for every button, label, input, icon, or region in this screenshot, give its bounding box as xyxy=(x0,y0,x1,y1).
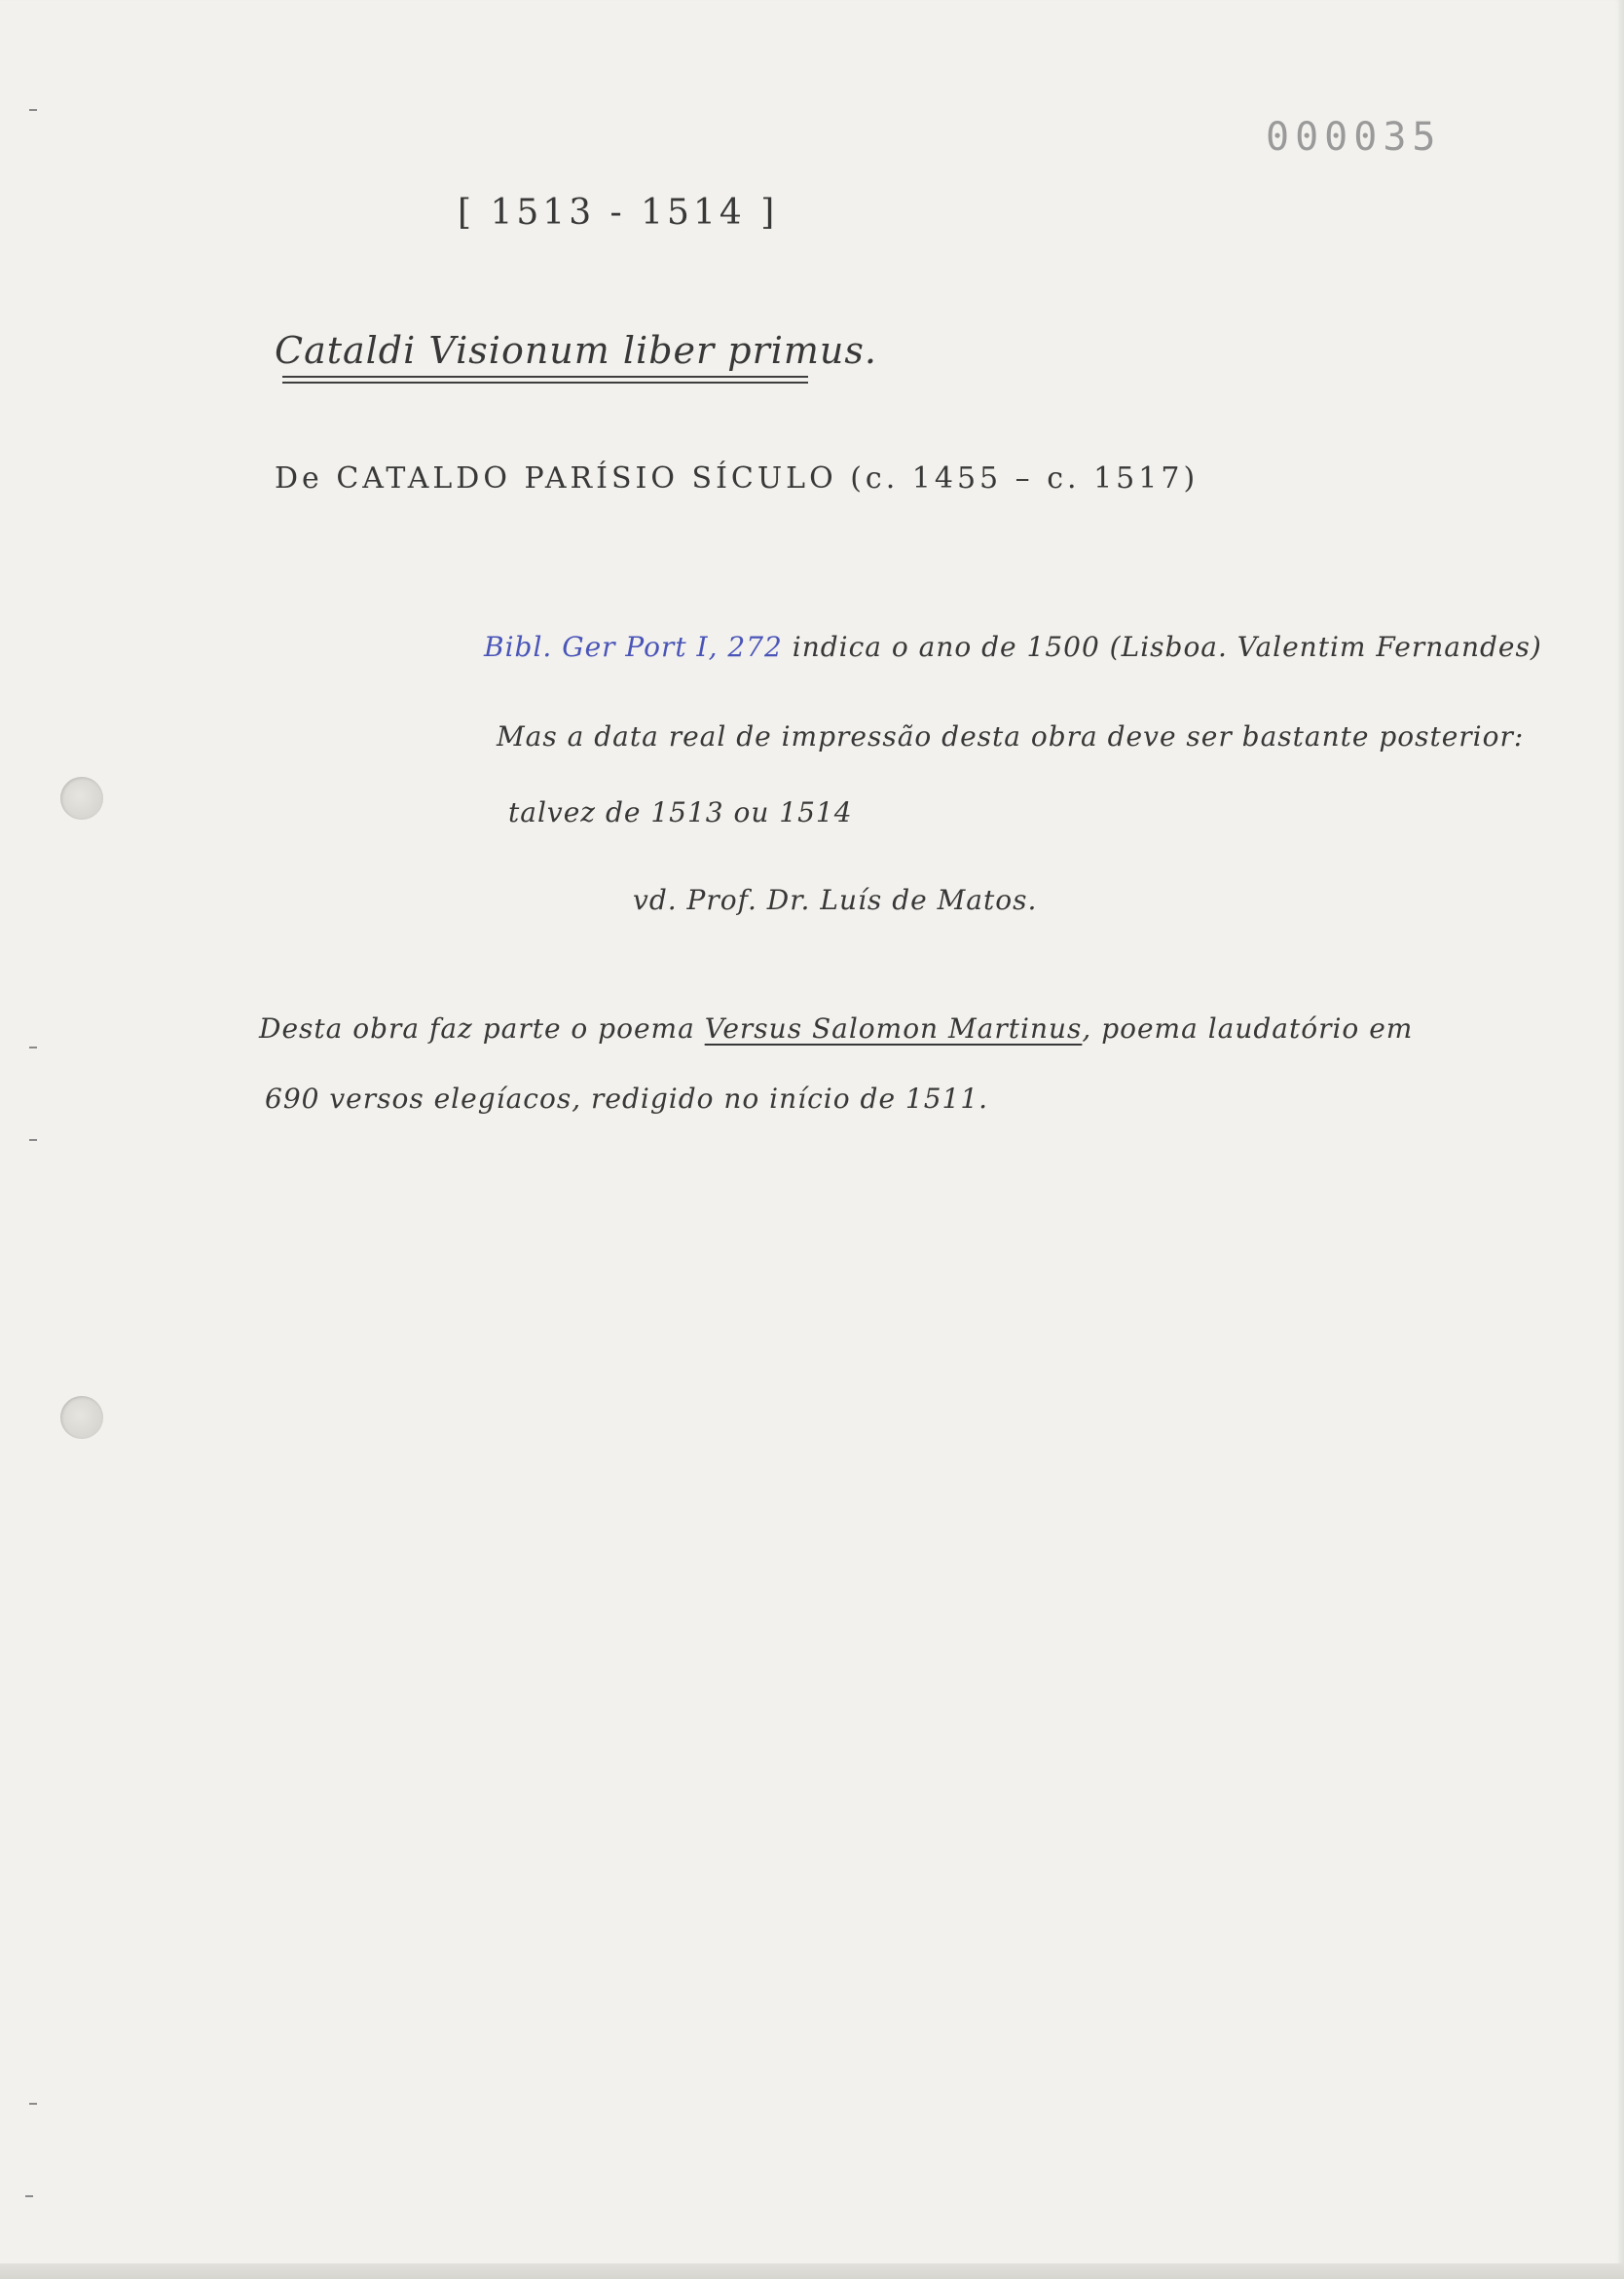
punch-hole-bottom xyxy=(60,1396,103,1439)
margin-mark xyxy=(29,1139,37,1141)
punch-hole-top xyxy=(60,777,103,820)
note-line-4: vd. Prof. Dr. Luís de Matos. xyxy=(633,884,1038,916)
stamp-number: 000035 xyxy=(1266,115,1442,160)
note-line-1 xyxy=(484,631,1542,663)
margin-mark xyxy=(29,2103,37,2105)
bibliographic-reference: Bibl. Ger Port I, 272 xyxy=(484,631,783,663)
poem-title: Versus Salomon Martinus xyxy=(704,1012,1083,1045)
margin-mark xyxy=(25,2195,33,2197)
paragraph-text-2: , poema laudatório em xyxy=(1082,1012,1414,1045)
note-line-3: talvez de 1513 ou 1514 xyxy=(508,796,853,828)
title-underline xyxy=(282,376,808,378)
paragraph-text-1: Desta obra faz parte o poema xyxy=(259,1012,705,1045)
author-line: De CATALDO PARÍSIO SÍCULO (c. 1455 – c. 1517) xyxy=(275,461,1200,496)
paragraph-line-1 xyxy=(259,1012,1413,1045)
page-bottom-edge xyxy=(0,2263,1624,2279)
margin-mark xyxy=(29,1047,37,1048)
document-title: Cataldi Visionum liber primus. xyxy=(275,329,877,372)
margin-mark xyxy=(29,109,37,111)
date-range: [ 1513 - 1514 ] xyxy=(458,193,779,233)
note-line-1-text: indica o ano de 1500 (Lisboa. Valentim Fernandes) xyxy=(782,631,1542,663)
paragraph-line-2: 690 versos elegíacos, redigido no início de 1511. xyxy=(265,1083,989,1115)
note-line-2: Mas a data real de impressão desta obra deve ser bastante posterior: xyxy=(497,720,1525,753)
title-underline-double xyxy=(282,382,808,384)
